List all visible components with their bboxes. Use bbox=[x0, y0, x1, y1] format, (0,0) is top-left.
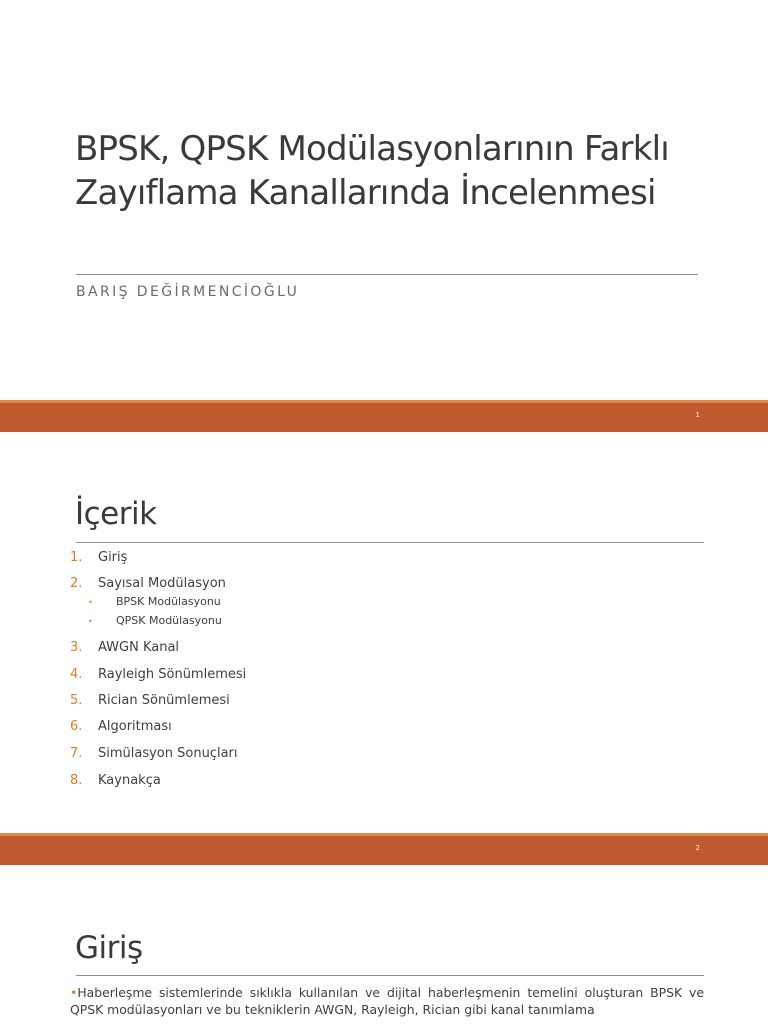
toc-item bbox=[70, 746, 238, 761]
intro-heading: Giriş bbox=[75, 930, 143, 966]
intro-text: Haberleşme sistemlerinde sıklıkla kullanılan ve dijital haberleşmenin temelini oluşturan BPSK ve QPSK modülasyonları ve bu tekniklerin AWGN, Rayleigh, Rician gibi kanal tanımlama bbox=[70, 985, 704, 1017]
toc-item-label: Rician Sönümlemesi bbox=[98, 693, 230, 708]
toc-item-label: Rayleigh Sönümlemesi bbox=[98, 667, 247, 682]
toc-item-number: 2. bbox=[70, 576, 83, 591]
toc-item bbox=[70, 640, 179, 655]
toc-item-label: Sayısal Modülasyon bbox=[98, 576, 226, 591]
bullet-icon: • bbox=[88, 617, 93, 626]
title-divider bbox=[76, 274, 698, 275]
slide-title-line-1: BPSK, QPSK Modülasyonlarının Farklı bbox=[75, 129, 669, 169]
toc-subitem bbox=[88, 595, 221, 608]
toc-item bbox=[70, 693, 230, 708]
toc-item-number: 7. bbox=[70, 746, 83, 761]
toc-item-number: 4. bbox=[70, 667, 83, 682]
slide-title bbox=[75, 127, 715, 215]
toc-item-number: 8. bbox=[70, 773, 83, 788]
toc-subitem-label: BPSK Modülasyonu bbox=[116, 595, 221, 608]
toc-item bbox=[70, 667, 246, 682]
toc-item-number: 6. bbox=[70, 719, 83, 734]
slide-footer-bar bbox=[0, 833, 768, 865]
toc-item-number: 1. bbox=[70, 550, 83, 565]
toc-item-number: 3. bbox=[70, 640, 83, 655]
bullet-icon: • bbox=[88, 598, 93, 607]
page-number: 2 bbox=[695, 844, 700, 852]
toc-item-number: 5. bbox=[70, 693, 83, 708]
toc-item bbox=[70, 576, 226, 591]
author-name: BARIŞ DEĞİRMENCİOĞLU bbox=[76, 284, 300, 300]
heading-divider bbox=[76, 542, 704, 543]
contents-heading: İçerik bbox=[75, 496, 157, 532]
slide-title-line-2: Zayıflama Kanallarında İncelenmesi bbox=[75, 173, 656, 213]
toc-item-label: Algoritması bbox=[98, 719, 172, 734]
toc-subitem-label: QPSK Modülasyonu bbox=[116, 614, 222, 627]
intro-paragraph bbox=[70, 984, 704, 1018]
toc-subitem bbox=[88, 614, 222, 627]
toc-item-label: AWGN Kanal bbox=[98, 640, 180, 655]
toc-item bbox=[70, 550, 127, 565]
toc-item bbox=[70, 719, 172, 734]
page-number: 1 bbox=[695, 411, 700, 419]
toc-item-label: Kaynakça bbox=[98, 773, 161, 788]
bullet-icon: • bbox=[70, 985, 78, 1000]
toc-item-label: Simülasyon Sonuçları bbox=[98, 746, 238, 761]
heading-divider bbox=[76, 975, 704, 976]
slide-footer-bar bbox=[0, 400, 768, 432]
toc-item-label: Giriş bbox=[98, 550, 128, 565]
toc-item bbox=[70, 773, 161, 788]
